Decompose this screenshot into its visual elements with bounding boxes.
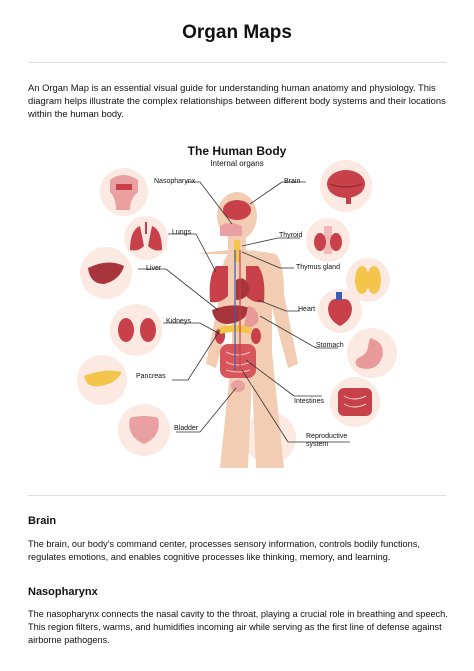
section-heading-brain: Brain bbox=[28, 515, 57, 527]
label-thyroid: Thyroid bbox=[279, 232, 303, 239]
section-body-brain: The brain, our body's command center, processes sensory information, controls bodily functions, regulates emotions, and enables cognitive processes like thinking, memory, and learning. bbox=[28, 539, 420, 563]
label-reproductive-system: system bbox=[306, 441, 329, 448]
label-nasopharynx: Nasopharynx bbox=[154, 178, 196, 185]
label-brain: Brain bbox=[284, 178, 301, 185]
label-stomach: Stomach bbox=[316, 342, 344, 349]
label-reproductive-line1: Reproductive bbox=[306, 433, 348, 440]
organ-illustration bbox=[70, 140, 404, 470]
section-body-nasopharynx: The nasopharynx connects the nasal cavity to the throat, playing a crucial role in breathing and speech. This region filters, warms, and humidifies incoming air while serving as the first line of defense against airborne pathogens. bbox=[28, 609, 448, 646]
label-lungs: Lungs bbox=[172, 229, 192, 236]
intro-paragraph: An Organ Map is an essential visual guide for understanding human anatomy and physiology. This diagram helps illustrate the complex relationships between different body systems and their locations within the human body. bbox=[28, 82, 446, 120]
divider-top bbox=[28, 62, 446, 63]
human-body-diagram bbox=[70, 140, 404, 470]
divider-mid bbox=[28, 495, 446, 496]
label-bladder: Bladder bbox=[174, 425, 199, 432]
figure-subtitle: Internal organs bbox=[210, 159, 264, 168]
label-kidneys: Kidneys bbox=[166, 318, 191, 325]
label-liver: Liver bbox=[146, 265, 162, 272]
figure-title: The Human Body bbox=[187, 144, 287, 158]
label-reproductive bbox=[306, 433, 347, 440]
label-thymus: Thymus gland bbox=[296, 264, 340, 271]
page-title: Organ Maps bbox=[182, 22, 292, 43]
label-intestines: Intestines bbox=[294, 398, 324, 405]
label-pancreas: Pancreas bbox=[136, 373, 166, 380]
intestines-icon bbox=[338, 388, 372, 416]
label-heart: Heart bbox=[298, 306, 316, 313]
section-heading-nasopharynx: Nasopharynx bbox=[28, 586, 98, 598]
